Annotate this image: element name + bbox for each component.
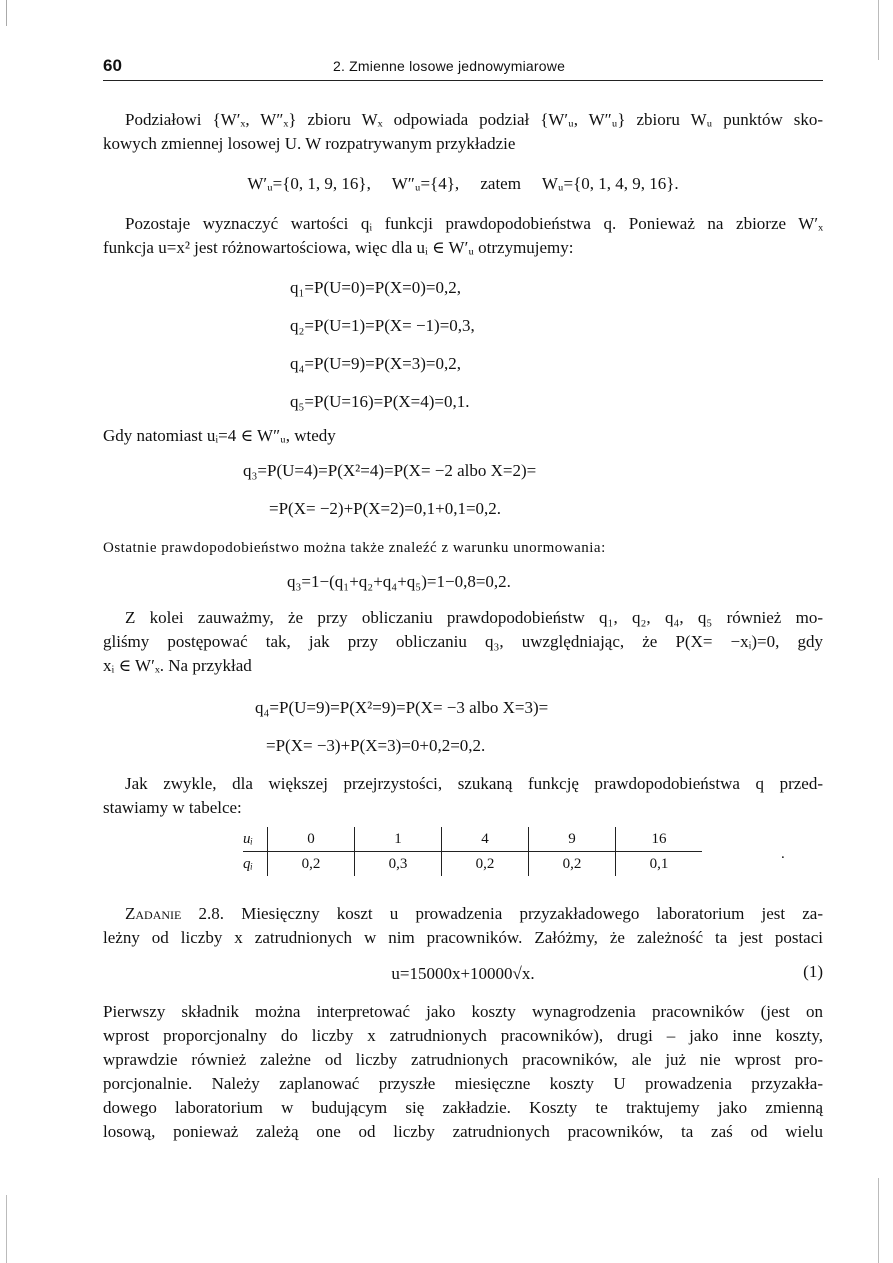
paragraph-8-line-2: wprost proporcjonalny do liczby x zatrudnionych pracowników), drugi – jako inne koszty, bbox=[103, 1026, 823, 1045]
scan-edge-left-top bbox=[6, 0, 7, 26]
chapter-title: 2. Zmienne losowe jednowymiarowe bbox=[333, 58, 566, 74]
table-cell-u: 16 bbox=[616, 827, 703, 852]
table-cell-u: 1 bbox=[355, 827, 442, 852]
paragraph-3: Gdy natomiast uᵢ=4 ∈ W″ᵤ, wtedy bbox=[103, 426, 336, 445]
table-cell-u: 9 bbox=[529, 827, 616, 852]
paragraph-1-line-2: kowych zmiennej losowej U. W rozpatrywanym przykładzie bbox=[103, 134, 516, 153]
equation-q3-line-2: =P(X= −2)+P(X=2)=0,1+0,1=0,2. bbox=[269, 499, 502, 518]
table-cell-q: 0,2 bbox=[442, 852, 529, 877]
equation-q4: q₄=P(U=9)=P(X=3)=0,2, bbox=[290, 354, 461, 373]
running-header bbox=[103, 56, 823, 82]
paragraph-5-line-3: xᵢ ∈ W′ₓ. Na przykład bbox=[103, 656, 252, 675]
table-cell-q: 0,2 bbox=[529, 852, 616, 877]
table-cell-u: 0 bbox=[268, 827, 355, 852]
equation-q5: q₅=P(U=16)=P(X=4)=0,1. bbox=[290, 392, 470, 411]
table-cell-q: 0,2 bbox=[268, 852, 355, 877]
table-row-label-u: uᵢ bbox=[243, 827, 268, 852]
task-paragraph-line-1 bbox=[103, 902, 823, 926]
table-row-u bbox=[243, 827, 702, 852]
book-page bbox=[103, 0, 823, 1263]
paragraph-2-line-2: funkcja u=x² jest różnowartościowa, więc dla uᵢ ∈ W′ᵤ otrzymujemy: bbox=[103, 238, 574, 257]
equation-q4-alt-line-1: q₄=P(U=9)=P(X²=9)=P(X= −3 albo X=3)= bbox=[255, 698, 549, 717]
probability-table bbox=[243, 827, 702, 876]
equation-q1: q₁=P(U=0)=P(X=0)=0,2, bbox=[290, 278, 461, 297]
page-number: 60 bbox=[103, 56, 122, 75]
table-cell-q: 0,1 bbox=[616, 852, 703, 877]
table-row-label-q: qᵢ bbox=[243, 855, 253, 872]
equation-q3-line-1: q₃=P(U=4)=P(X²=4)=P(X= −2 albo X=2)= bbox=[243, 461, 537, 480]
table-row-q bbox=[243, 852, 702, 877]
header-rule bbox=[103, 80, 823, 81]
task-label: Zadanie 2.8. bbox=[125, 904, 225, 923]
paragraph-8-line-1: Pierwszy składnik można interpretować jako koszty wynagrodzenia pracowników (jest on bbox=[103, 1002, 823, 1021]
table-cell-q: 0,3 bbox=[355, 852, 442, 877]
paragraph-2-line-1: Pozostaje wyznaczyć wartości qᵢ funkcji prawdopodobieństwa q. Ponieważ na zbiorze W′ₓ bbox=[125, 214, 823, 233]
paragraph-1-line-1: Podziałowi {W′ₓ, W″ₓ} zbioru Wₓ odpowiada podział {W′ᵤ, W″ᵤ} zbioru Wᵤ punktów sko- bbox=[125, 110, 823, 129]
equation-q4-alt-line-2: =P(X= −3)+P(X=3)=0+0,2=0,2. bbox=[266, 736, 486, 755]
equation-cost: u=15000x+10000√x. bbox=[391, 964, 535, 983]
scan-edge-left-bottom bbox=[6, 1195, 7, 1263]
paragraph-8-line-5: dowego laboratorium w budującym się zakładzie. Koszty te traktujemy jako zmienną bbox=[103, 1098, 823, 1117]
table-cell-u: 4 bbox=[442, 827, 529, 852]
task-paragraph-line-2: leżny od liczby x zatrudnionych w nim pracowników. Załóżmy, że zależność ta jest postaci bbox=[103, 928, 823, 947]
paragraph-8-line-6: losową, ponieważ zależą one od liczby zatrudnionych pracowników, ta zaś od wielu bbox=[103, 1122, 823, 1141]
paragraph-6-line-1: Jak zwykle, dla większej przejrzystości, szukaną funkcję prawdopodobieństwa q przed- bbox=[125, 774, 823, 793]
equation-sets: W′ᵤ={0, 1, 9, 16}, W″ᵤ={4}, zatem Wᵤ={0, 1, 4, 9, 16}. bbox=[247, 174, 679, 193]
equation-number: (1) bbox=[803, 962, 823, 981]
paragraph-5-line-1: Z kolei zauważmy, że przy obliczaniu prawdopodobieństw q₁, q₂, q₄, q₅ również mo- bbox=[125, 608, 823, 627]
task-intro-text: Miesięczny koszt u prowadzenia przyzakładowego laboratorium jest za- bbox=[224, 904, 824, 923]
paragraph-4: Ostatnie prawdopodobieństwo można także znaleźć z warunku unormowania: bbox=[103, 540, 606, 556]
scan-edge-right-bottom bbox=[878, 1178, 879, 1263]
paragraph-8-line-3: wprawdzie również zależne od liczby zatrudnionych pracowników, ale już nie wprost pro- bbox=[103, 1050, 823, 1069]
equation-q2: q₂=P(U=1)=P(X= −1)=0,3, bbox=[290, 316, 475, 335]
table-end-period: . bbox=[781, 846, 785, 862]
equation-q3-alt: q₃=1−(q₁+q₂+q₄+q₅)=1−0,8=0,2. bbox=[287, 572, 511, 591]
paragraph-8-line-4: porcjonalnie. Należy zaplanować przyszłe miesięczne koszty U prowadzenia przyzakła- bbox=[103, 1074, 823, 1093]
paragraph-6-line-2: stawiamy w tabelce: bbox=[103, 798, 242, 817]
paragraph-5-line-2: gliśmy postępować tak, jak przy obliczaniu q₃, uwzględniając, że P(X= −xᵢ)=0, gdy bbox=[103, 632, 823, 651]
scan-edge-right-top bbox=[878, 0, 879, 60]
